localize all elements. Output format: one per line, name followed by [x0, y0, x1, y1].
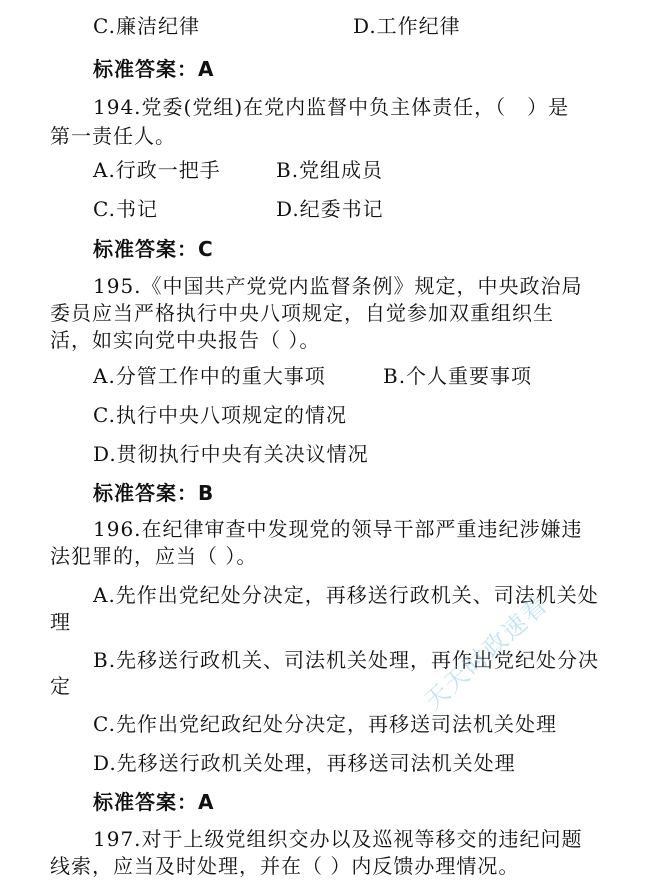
q196-option-a-line2: 理 — [50, 610, 71, 634]
q195-answer: 标准答案：B — [93, 481, 215, 505]
q194-option-b: B.党组成员 — [276, 158, 384, 182]
q194-option-d: D.纪委书记 — [276, 197, 384, 221]
q195-stem-line3: 活，如实向党中央报告（ ）。 — [50, 328, 321, 352]
q193-answer: 标准答案：A — [93, 57, 215, 81]
q194-option-c: C.书记 — [93, 197, 158, 221]
q196-option-b-line2: 定 — [50, 674, 71, 698]
q193-option-d: D.工作纪律 — [353, 14, 461, 38]
q196-option-c: C.先作出党纪政纪处分决定，再移送司法机关处理 — [93, 712, 557, 736]
q196-option-b-line1: B.先移送行政机关、司法机关处理，再作出党纪处分决 — [93, 648, 600, 672]
q196-stem-line2: 法犯罪的，应当（ ）。 — [50, 544, 258, 568]
q195-option-a: A.分管工作中的重大事项 — [93, 364, 326, 388]
q193-option-c: C.廉洁纪律 — [93, 14, 200, 38]
q197-stem-line2: 线索，应当及时处理，并在（ ）内反馈办理情况。 — [50, 854, 520, 878]
q194-stem-line2: 第一责任人。 — [50, 124, 176, 148]
watermark-text: 天天时政速看 — [419, 590, 554, 716]
q195-option-b: B.个人重要事项 — [383, 364, 533, 388]
q196-option-d: D.先移送行政机关处理，再移送司法机关处理 — [93, 751, 516, 775]
q194-stem-line1: 194.党委(党组)在党内监督中负主体责任，（ ）是 — [93, 95, 570, 119]
q196-option-a-line1: A.先作出党纪处分决定，再移送行政机关、司法机关处 — [93, 583, 599, 607]
q197-stem-line1: 197.对于上级党组织交办以及巡视等移交的违纪问题 — [93, 827, 583, 851]
q194-answer: 标准答案：C — [93, 237, 214, 261]
q194-option-a: A.行政一把手 — [93, 158, 221, 182]
q195-option-d: D.贯彻执行中央有关决议情况 — [93, 442, 369, 466]
q196-answer: 标准答案：A — [93, 790, 215, 814]
q195-stem-line2: 委员应当严格执行中央八项规定，自觉参加双重组织生 — [50, 301, 554, 325]
q195-option-c: C.执行中央八项规定的情况 — [93, 403, 347, 427]
q195-stem-line1: 195.《中国共产党党内监督条例》规定，中央政治局 — [93, 274, 583, 298]
q196-stem-line1: 196.在纪律审查中发现党的领导干部严重违纪涉嫌违 — [93, 517, 583, 541]
